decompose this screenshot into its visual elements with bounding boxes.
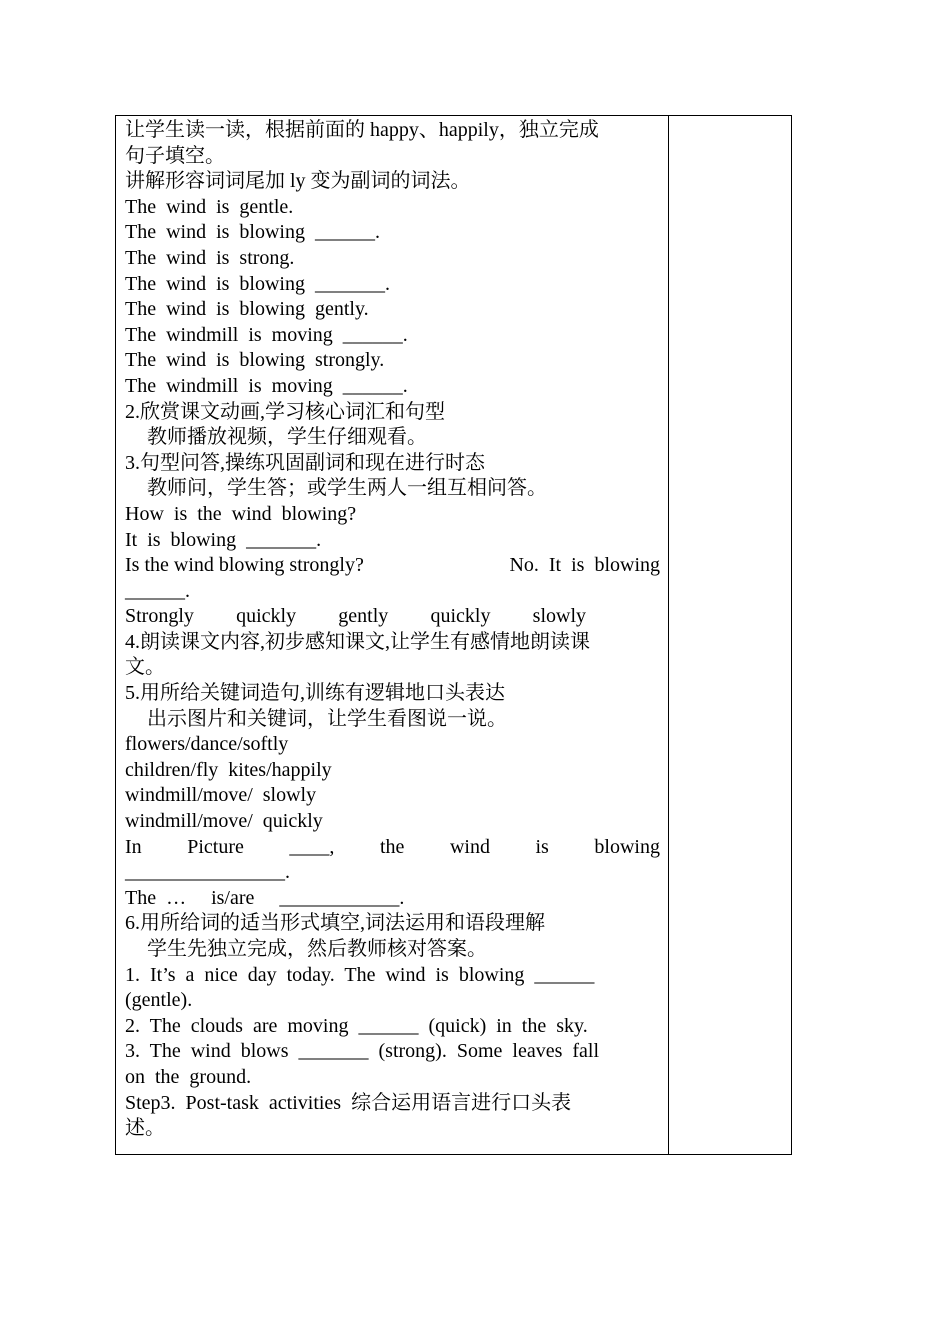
exercise-line: 3. The wind blows _______ (strong). Some leaves fall	[125, 1040, 600, 1063]
text-line: 让学生读一读，根据前面的 happy、happily，独立完成	[125, 119, 599, 141]
section-heading: 4.朗读课文内容,初步感知课文,让学生有感情地朗读课	[125, 630, 590, 653]
text-line	[125, 937, 660, 963]
word: blowing	[594, 835, 660, 858]
text-line	[125, 476, 660, 502]
exercise-line: on the ground.	[125, 1065, 252, 1088]
text-line: windmill/move/ quickly	[125, 810, 323, 833]
lesson-plan-table	[115, 115, 792, 1155]
indented-text: 教师问，学生答；或学生两人一组互相问答。	[147, 477, 547, 500]
notes-cell	[669, 116, 791, 1154]
text-line: 文。	[125, 656, 165, 679]
text-line: The wind is gentle.	[125, 195, 294, 218]
text-line: The wind is strong.	[125, 246, 295, 269]
word-bank	[125, 604, 660, 630]
indented-text: 教师播放视频，学生仔细观看。	[147, 426, 427, 449]
text-line	[125, 707, 660, 733]
text-line: ________________.	[125, 861, 290, 884]
word: wind	[449, 835, 490, 858]
word: Strongly	[125, 605, 194, 628]
text-line: The wind is blowing _______.	[125, 272, 390, 295]
text-line: The … is/are ____________.	[125, 886, 405, 909]
text-line: ______.	[125, 579, 190, 602]
text-line: 述。	[125, 1117, 165, 1140]
indented-text: 学生先独立完成，然后教师核对答案。	[147, 938, 487, 960]
answer-text: No. It is blowing	[509, 554, 660, 577]
text-line: How is the wind blowing?	[125, 502, 357, 525]
word: In	[125, 835, 142, 858]
word: Picture	[187, 835, 244, 858]
teaching-procedure-cell	[125, 118, 660, 1142]
question-text: Is the wind blowing strongly?	[125, 554, 364, 577]
word: ____,	[289, 835, 335, 858]
text-line	[125, 553, 660, 579]
word: slowly	[532, 605, 586, 628]
text-line: The wind is blowing gently.	[125, 298, 369, 321]
text-line: flowers/dance/softly	[125, 733, 289, 756]
exercise-line: 2. The clouds are moving ______ (quick) in the sky.	[125, 1014, 588, 1037]
text-line: The wind is blowing ______.	[125, 221, 380, 244]
text-line: 讲解形容词词尾加 ly 变为副词的词法。	[125, 170, 471, 193]
section-heading: 3.句型问答,操练巩固副词和现在进行时态	[125, 451, 485, 474]
section-heading: Step3. Post-task activities 综合运用语言进行口头表	[125, 1091, 572, 1114]
text-line: windmill/move/ slowly	[125, 784, 317, 807]
text-line: children/fly kites/happily	[125, 758, 332, 781]
word: the	[379, 835, 405, 858]
text-line: The windmill is moving ______.	[125, 374, 408, 397]
text-line	[125, 425, 660, 451]
exercise-line: 1. It’s a nice day today. The wind is blowing ______	[125, 963, 595, 986]
exercise-line: (gentle).	[125, 989, 193, 1012]
section-heading: 2.欣赏课文动画,学习核心词汇和句型	[125, 400, 445, 423]
section-heading: 5.用所给关键词造句,训练有逻辑地口头表达	[125, 682, 505, 705]
indented-text: 出示图片和关键词，让学生看图说一说。	[147, 707, 507, 730]
word: quickly	[236, 605, 297, 628]
text-line: 句子填空。	[125, 144, 225, 167]
word: gently	[338, 605, 389, 628]
text-line	[125, 835, 660, 861]
text-line: It is blowing _______.	[125, 528, 322, 551]
text-line: The windmill is moving ______.	[125, 323, 408, 346]
word: is	[535, 835, 549, 858]
text-line: The wind is blowing strongly.	[125, 349, 385, 372]
section-heading: 6.用所给词的适当形式填空,词法运用和语段理解	[125, 912, 545, 935]
word: quickly	[430, 605, 491, 628]
